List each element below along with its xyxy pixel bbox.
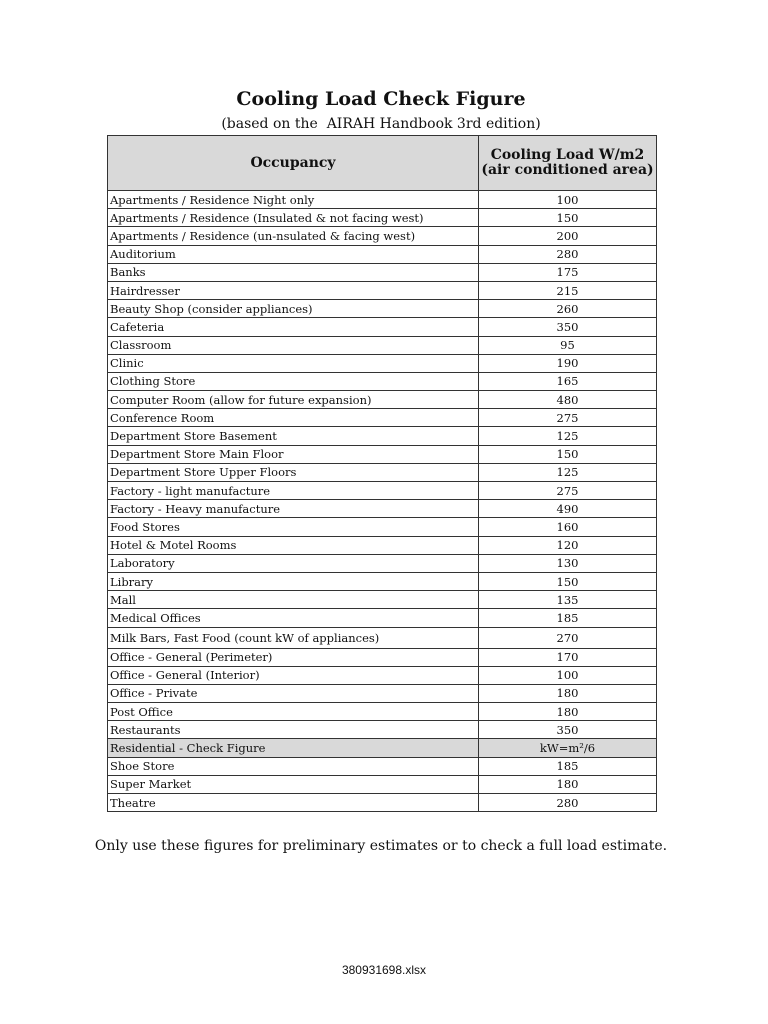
table-row bbox=[108, 336, 657, 354]
occupancy-cell: Office - General (Perimeter) bbox=[108, 648, 479, 666]
cooling-load-cell: 95 bbox=[479, 336, 657, 354]
cooling-load-cell: 150 bbox=[479, 572, 657, 590]
occupancy-cell: Conference Room bbox=[108, 409, 479, 427]
table-row bbox=[108, 482, 657, 500]
cooling-load-cell: 170 bbox=[479, 648, 657, 666]
footer-filename: 380931698.xlsx bbox=[341, 963, 427, 977]
occupancy-cell: Office - General (Interior) bbox=[108, 666, 479, 684]
table-row bbox=[108, 591, 657, 609]
cooling-load-cell: 160 bbox=[479, 518, 657, 536]
occupancy-cell: Food Stores bbox=[108, 518, 479, 536]
table-row bbox=[108, 703, 657, 721]
cooling-load-cell: 165 bbox=[479, 372, 657, 390]
table-row bbox=[108, 648, 657, 666]
occupancy-cell: Hairdresser bbox=[108, 281, 479, 299]
occupancy-cell: Office - Private bbox=[108, 684, 479, 702]
cooling-load-cell: 185 bbox=[479, 757, 657, 775]
table-row bbox=[108, 666, 657, 684]
occupancy-cell: Auditorium bbox=[108, 245, 479, 263]
table-row bbox=[108, 684, 657, 702]
occupancy-cell: Clinic bbox=[108, 354, 479, 372]
cooling-load-cell: 180 bbox=[479, 703, 657, 721]
table-row bbox=[108, 281, 657, 299]
occupancy-cell: Residential - Check Figure bbox=[108, 739, 479, 757]
table-row bbox=[108, 227, 657, 245]
cooling-load-cell: 120 bbox=[479, 536, 657, 554]
cooling-load-cell: 150 bbox=[479, 445, 657, 463]
cooling-load-cell: 125 bbox=[479, 427, 657, 445]
table-row bbox=[108, 245, 657, 263]
cooling-load-cell: 350 bbox=[479, 721, 657, 739]
occupancy-cell: Library bbox=[108, 572, 479, 590]
cooling-load-cell: 280 bbox=[479, 794, 657, 812]
table-row bbox=[108, 500, 657, 518]
occupancy-cell: Shoe Store bbox=[108, 757, 479, 775]
occupancy-cell: Classroom bbox=[108, 336, 479, 354]
cooling-load-cell: 100 bbox=[479, 191, 657, 209]
table-row bbox=[108, 354, 657, 372]
cooling-load-cell: 180 bbox=[479, 684, 657, 702]
table-row bbox=[108, 518, 657, 536]
cooling-load-table bbox=[107, 135, 657, 812]
cooling-load-cell: 490 bbox=[479, 500, 657, 518]
cooling-load-cell: 275 bbox=[479, 409, 657, 427]
occupancy-cell: Apartments / Residence (un-nsulated & facing west) bbox=[108, 227, 479, 245]
occupancy-cell: Apartments / Residence (Insulated & not facing west) bbox=[108, 209, 479, 227]
table-row bbox=[108, 775, 657, 793]
table-row bbox=[108, 794, 657, 812]
cooling-load-cell: 125 bbox=[479, 463, 657, 481]
cooling-load-cell: 260 bbox=[479, 300, 657, 318]
table-header-row bbox=[108, 136, 657, 191]
table-row bbox=[108, 391, 657, 409]
table-row bbox=[108, 757, 657, 775]
cooling-load-cell: 180 bbox=[479, 775, 657, 793]
table-row bbox=[108, 300, 657, 318]
column-header-cooling-load: Cooling Load W/m2 (air conditioned area) bbox=[479, 136, 657, 191]
occupancy-cell: Banks bbox=[108, 263, 479, 281]
table-row bbox=[108, 554, 657, 572]
table-row bbox=[108, 409, 657, 427]
usage-note: Only use these figures for preliminary estimates or to check a full load estimate. bbox=[94, 838, 668, 854]
page-subtitle: (based on the AIRAH Handbook 3rd edition) bbox=[221, 116, 541, 132]
occupancy-cell: Factory - light manufacture bbox=[108, 482, 479, 500]
cooling-load-cell: 350 bbox=[479, 318, 657, 336]
cooling-load-cell: 185 bbox=[479, 609, 657, 627]
table-row bbox=[108, 739, 657, 757]
cooling-load-cell: 270 bbox=[479, 627, 657, 648]
occupancy-cell: Apartments / Residence Night only bbox=[108, 191, 479, 209]
occupancy-cell: Milk Bars, Fast Food (count kW of appliances) bbox=[108, 627, 479, 648]
cooling-load-cell: kW=m²/6 bbox=[479, 739, 657, 757]
table-row bbox=[108, 627, 657, 648]
occupancy-cell: Department Store Basement bbox=[108, 427, 479, 445]
cooling-load-cell: 275 bbox=[479, 482, 657, 500]
cooling-load-cell: 135 bbox=[479, 591, 657, 609]
occupancy-cell: Hotel & Motel Rooms bbox=[108, 536, 479, 554]
occupancy-cell: Clothing Store bbox=[108, 372, 479, 390]
occupancy-cell: Restaurants bbox=[108, 721, 479, 739]
occupancy-cell: Cafeteria bbox=[108, 318, 479, 336]
occupancy-cell: Medical Offices bbox=[108, 609, 479, 627]
cooling-load-cell: 480 bbox=[479, 391, 657, 409]
occupancy-cell: Computer Room (allow for future expansion) bbox=[108, 391, 479, 409]
table-row bbox=[108, 318, 657, 336]
table-row bbox=[108, 463, 657, 481]
occupancy-cell: Factory - Heavy manufacture bbox=[108, 500, 479, 518]
occupancy-cell: Department Store Main Floor bbox=[108, 445, 479, 463]
table-row bbox=[108, 572, 657, 590]
table-row bbox=[108, 609, 657, 627]
occupancy-cell: Theatre bbox=[108, 794, 479, 812]
cooling-load-cell: 100 bbox=[479, 666, 657, 684]
table-row bbox=[108, 536, 657, 554]
cooling-load-cell: 200 bbox=[479, 227, 657, 245]
table-body bbox=[108, 191, 657, 812]
table-row bbox=[108, 263, 657, 281]
column-header-occupancy: Occupancy bbox=[108, 136, 479, 191]
cooling-load-cell: 150 bbox=[479, 209, 657, 227]
table-row bbox=[108, 372, 657, 390]
occupancy-cell: Department Store Upper Floors bbox=[108, 463, 479, 481]
occupancy-cell: Laboratory bbox=[108, 554, 479, 572]
table-row bbox=[108, 427, 657, 445]
cooling-load-cell: 215 bbox=[479, 281, 657, 299]
cooling-load-cell: 175 bbox=[479, 263, 657, 281]
cooling-load-cell: 130 bbox=[479, 554, 657, 572]
occupancy-cell: Beauty Shop (consider appliances) bbox=[108, 300, 479, 318]
cooling-load-cell: 280 bbox=[479, 245, 657, 263]
table-row bbox=[108, 209, 657, 227]
cooling-load-cell: 190 bbox=[479, 354, 657, 372]
table-row bbox=[108, 191, 657, 209]
table-row bbox=[108, 721, 657, 739]
occupancy-cell: Mall bbox=[108, 591, 479, 609]
table-row bbox=[108, 445, 657, 463]
page-title: Cooling Load Check Figure bbox=[236, 88, 526, 110]
occupancy-cell: Post Office bbox=[108, 703, 479, 721]
occupancy-cell: Super Market bbox=[108, 775, 479, 793]
